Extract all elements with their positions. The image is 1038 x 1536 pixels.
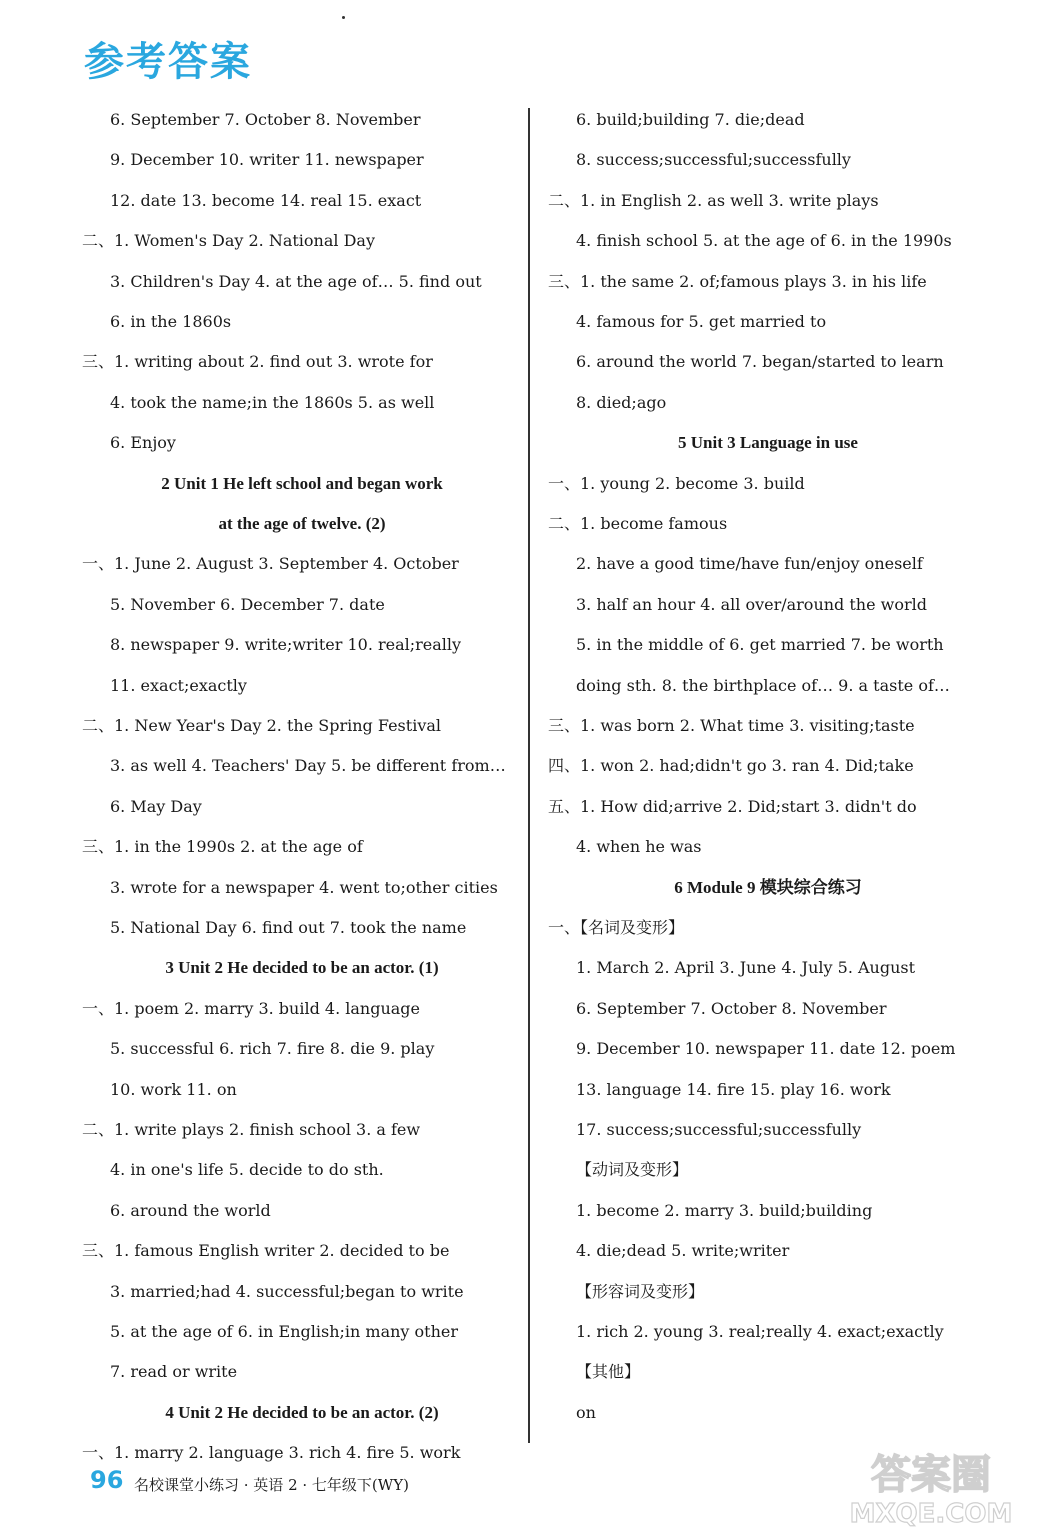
answer-line: 6. September 7. October 8. November <box>110 110 421 129</box>
watermark-logo <box>836 1440 1026 1530</box>
answer-line: 一、【名词及变形】 <box>548 918 685 937</box>
answer-line: 7. read or write <box>110 1362 238 1381</box>
answer-line: 6. September 7. October 8. November <box>576 999 887 1018</box>
answer-line: 3. married;had 4. successful;began to write <box>110 1282 464 1301</box>
answer-line: 6. around the world 7. began/started to learn <box>576 352 944 371</box>
answer-line: 3. half an hour 4. all over/around the world <box>576 595 927 614</box>
answer-line: 2. have a good time/have fun/enjoy oneself <box>576 554 923 573</box>
answer-line: doing sth. 8. the birthplace of… 9. a taste of… <box>576 676 950 695</box>
section-heading: 4 Unit 2 He decided to be an actor. (2) <box>165 1403 439 1422</box>
answer-line: 8. newspaper 9. write;writer 10. real;really <box>110 635 462 654</box>
answer-line: 1. become 2. marry 3. build;building <box>576 1201 873 1220</box>
answer-line: 4. when he was <box>576 837 702 856</box>
answer-line: 【其他】 <box>576 1362 641 1381</box>
answer-line: 二、1. become famous <box>548 514 728 533</box>
answer-line: 三、1. in the 1990s 2. at the age of <box>82 837 363 856</box>
answer-line: on <box>576 1403 596 1422</box>
answer-line: 6. around the world <box>110 1201 271 1220</box>
watermark-line2: MXQE.COM <box>849 1499 1013 1529</box>
answer-line: 8. died;ago <box>576 393 667 412</box>
column-divider <box>528 108 530 1443</box>
answer-line: 三、1. writing about 2. find out 3. wrote for <box>82 352 433 371</box>
page-number: 96 <box>90 1466 124 1494</box>
answer-line: 三、1. the same 2. of;famous plays 3. in his life <box>548 272 927 291</box>
answer-line: 5. successful 6. rich 7. fire 8. die 9. play <box>110 1039 435 1058</box>
answer-line: 9. December 10. writer 11. newspaper <box>110 150 424 169</box>
answer-line: 二、1. write plays 2. finish school 3. a few <box>82 1120 421 1139</box>
answer-line: 10. work 11. on <box>110 1080 237 1099</box>
answer-line: 五、1. How did;arrive 2. Did;start 3. didn't do <box>548 797 917 816</box>
section-heading: 6 Module 9 模块综合练习 <box>674 878 862 897</box>
answer-line: 13. language 14. fire 15. play 16. work <box>576 1080 891 1099</box>
answer-line: 三、1. famous English writer 2. decided to be <box>82 1241 450 1260</box>
answer-line: 17. success;successful;successfully <box>576 1120 862 1139</box>
answer-line: 4. finish school 5. at the age of 6. in the 1990s <box>576 231 952 250</box>
answer-line: 一、1. marry 2. language 3. rich 4. fire 5. work <box>82 1443 461 1462</box>
answer-line: 二、1. in English 2. as well 3. write plays <box>548 191 879 210</box>
answer-line: 5. November 6. December 7. date <box>110 595 385 614</box>
section-heading: at the age of twelve. (2) <box>218 514 386 533</box>
section-heading: 3 Unit 2 He decided to be an actor. (1) <box>165 958 439 977</box>
answer-line: 4. took the name;in the 1860s 5. as well <box>110 393 435 412</box>
answer-line: 5. National Day 6. find out 7. took the name <box>110 918 467 937</box>
answer-line: 三、1. was born 2. What time 3. visiting;taste <box>548 716 915 735</box>
watermark-line1: 答案圈 <box>871 1452 991 1498</box>
answer-line: 4. die;dead 5. write;writer <box>576 1241 790 1260</box>
answer-line: 9. December 10. newspaper 11. date 12. poem <box>576 1039 956 1058</box>
top-dot <box>342 16 345 19</box>
answer-line: 1. March 2. April 3. June 4. July 5. August <box>576 958 916 977</box>
answer-line: 4. in one's life 5. decide to do sth. <box>110 1160 384 1179</box>
answer-line: 11. exact;exactly <box>110 676 247 695</box>
book-info: 名校课堂小练习 · 英语 2 · 七年级下(WY) <box>134 1476 409 1494</box>
answer-line: 6. Enjoy <box>110 433 176 452</box>
answer-line: 6. build;building 7. die;dead <box>576 110 805 129</box>
answer-line: 4. famous for 5. get married to <box>576 312 827 331</box>
answer-line: 8. success;successful;successfully <box>576 150 851 169</box>
answer-line: 一、1. June 2. August 3. September 4. October <box>82 554 459 573</box>
answer-line: 【动词及变形】 <box>576 1160 689 1179</box>
answer-line: 二、1. Women's Day 2. National Day <box>82 231 376 250</box>
answer-line: 一、1. poem 2. marry 3. build 4. language <box>82 999 421 1018</box>
answer-line: 二、1. New Year's Day 2. the Spring Festival <box>82 716 442 735</box>
answer-line: 12. date 13. become 14. real 15. exact <box>110 191 422 210</box>
answer-line: 3. Children's Day 4. at the age of… 5. find out <box>110 272 482 291</box>
answer-line: 5. in the middle of 6. get married 7. be worth <box>576 635 944 654</box>
answer-line: 1. rich 2. young 3. real;really 4. exact;exactly <box>576 1322 944 1341</box>
answer-line: 5. at the age of 6. in English;in many other <box>110 1322 459 1341</box>
answer-line: 3. wrote for a newspaper 4. went to;other cities <box>110 878 498 897</box>
answer-line: 6. in the 1860s <box>110 312 232 331</box>
section-heading: 5 Unit 3 Language in use <box>678 433 858 452</box>
page-title: 参考答案 <box>84 39 252 85</box>
answer-line: 6. May Day <box>110 797 202 816</box>
answer-line: 一、1. young 2. become 3. build <box>548 474 805 493</box>
answer-line: 四、1. won 2. had;didn't go 3. ran 4. Did;take <box>548 756 914 775</box>
answer-line: 【形容词及变形】 <box>576 1282 705 1301</box>
section-heading: 2 Unit 1 He left school and began work <box>161 474 443 493</box>
answer-line: 3. as well 4. Teachers' Day 5. be different from… <box>110 756 506 775</box>
